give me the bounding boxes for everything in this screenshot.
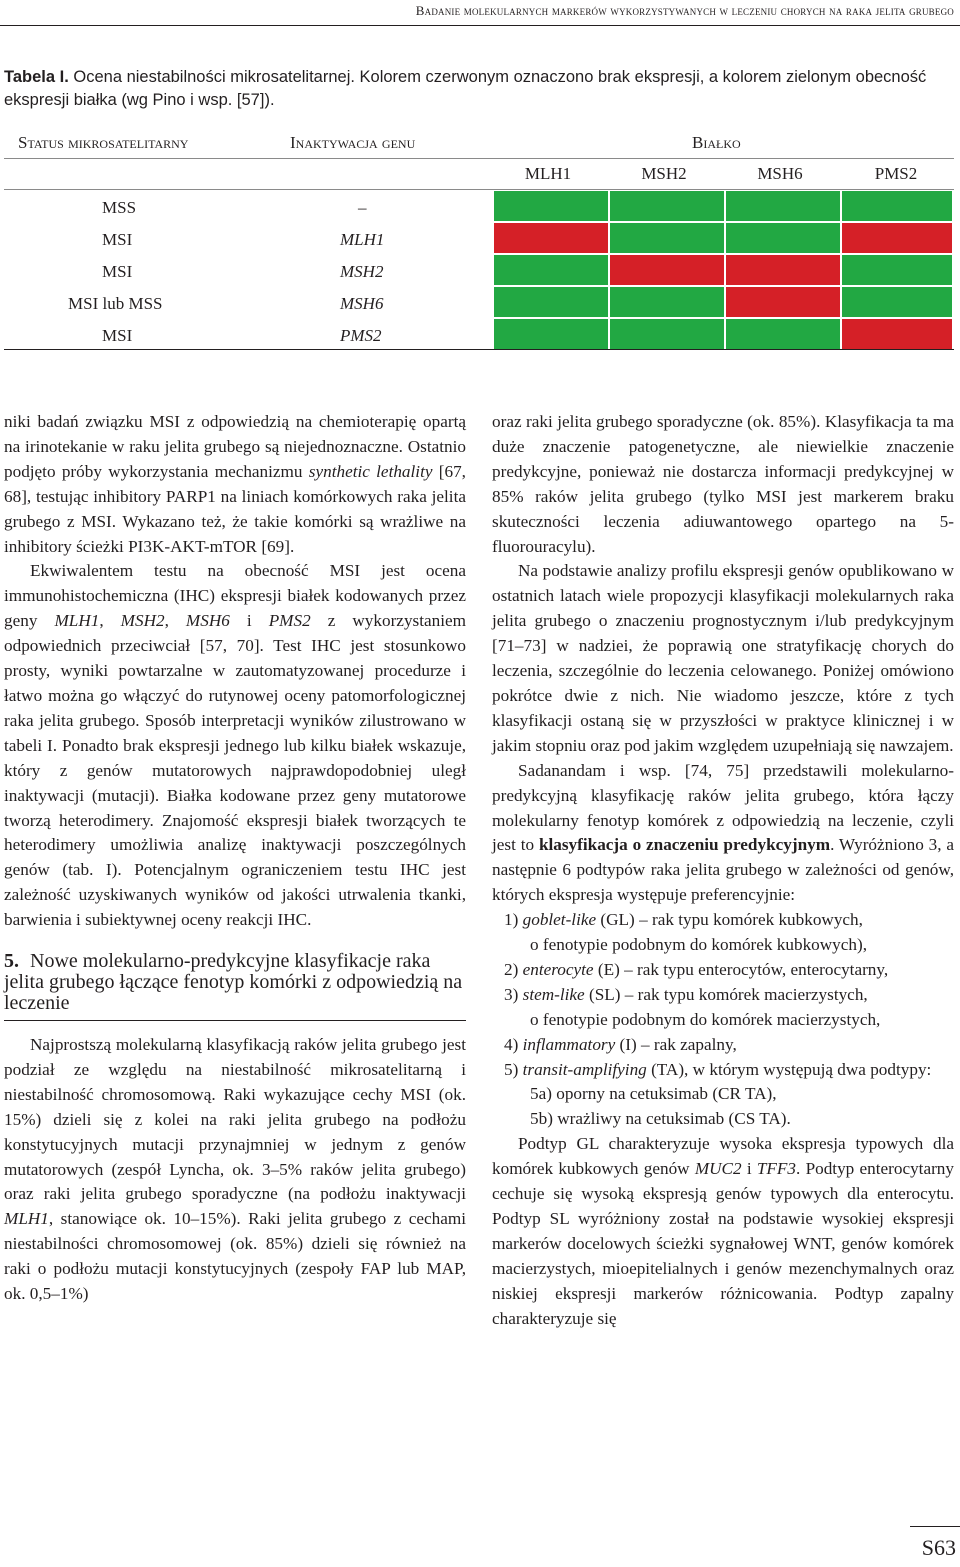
expression-cell [726, 223, 840, 253]
col-head-msh6: MSH6 [757, 164, 803, 183]
expression-cell [842, 255, 952, 285]
msi-table [4, 127, 954, 349]
sep: , [99, 611, 121, 631]
sep: i [741, 1159, 757, 1179]
left-p3-text: Najprostszą molekularną klasyfikacją raków jelita grubego jest podział ze względu na niestabilność mikrosatelitarną i niestabilność chromosomową. Raki wykazujące cechy MSI (ok. 15%) dzieli się z kolei na raki jelita grubego na podłożu konstytucyjnych mutacji przynajmniej w jednym z genów mutatorowych (zespół Lyncha, ok. 3–5% raków jelita grubego) oraz raki jelita grubego sporadyczne (na podłożu inaktywacji [4, 1035, 466, 1204]
list-term: goblet-like [522, 910, 597, 930]
expression-cell [842, 319, 952, 349]
table-rule-top [4, 158, 954, 159]
list-num: 1) [504, 910, 519, 930]
sep: , [164, 611, 186, 631]
header-status: Status mikrosatelitarny [18, 133, 189, 152]
section-title-text: Nowe molekularno-predykcyjne klasyfikacje raka jelita grubego łączące fenotyp komórki z odpowiedzią na leczenie [4, 950, 463, 1015]
left-column [4, 410, 466, 1307]
row-3-gene: MSH2 [340, 262, 384, 281]
table-caption [4, 66, 934, 112]
list-num: 5) [504, 1059, 519, 1079]
right-paragraph-2: Na podstawie analizy profilu ekspresji genów opublikowano w ostatnich latach wiele propozycji klasyfikacji molekularnych raka jelita grubego o znaczeniu prognostycznym i/lub predykcyjnym [71–73] w nadziei, że poprawią one stratyfikację chorych do leczenia, szczególnie do leczenia celowanego. Poniżej omówiono pokrótce dwie z nich. Nie wiadomo jeszcze, które z tych klasyfikacji ostaną się w przyszłości w praktyce klinicznej i w jakim stopniu oraz pod jakim względem uzupełniają się nawzajem. [492, 561, 954, 755]
left-paragraph-1 [4, 410, 466, 559]
expression-cell [494, 255, 608, 285]
right-paragraph-1: oraz raki jelita grubego sporadyczne (ok. 85%). Klasyfikacja ta ma duże znaczenie patogenetyczne, ale niewielkie znaczenie predykcyjne, ponieważ nie dostarcza informacji predykcyjnej w 85% raków jelita grubego (tylko MSI jest markerem braku skuteczności leczenia adiuwantowego opartego na 5-fluorouracylu). [492, 412, 954, 556]
list-item [492, 1033, 954, 1058]
list-item [492, 958, 954, 983]
list-term: transit-amplifying [522, 1059, 647, 1079]
table-rule-bottom [4, 349, 954, 350]
expression-cell [610, 255, 724, 285]
right-p3-text: Sadanandam i wsp. [74, 75] przedstawili molekularno-predykcyjną klasyfikację raków jelita grubego, która łączy molekularny fenotyp komórek z odpowiedzią na leczenie, czyli jest to [492, 760, 954, 855]
list-subitem: 5a) oporny na cetuksimab (CR TA), [530, 1084, 777, 1104]
left-p2-text: Ekwiwalentem testu na obecność MSI jest ocena immunohistochemiczna (IHC) ekspresji białek kodowanych przez geny [4, 561, 466, 631]
page-number-rule [910, 1526, 960, 1527]
expression-cell [610, 223, 724, 253]
row-2-status: MSI [102, 230, 133, 249]
gene-muc2: MUC2 [694, 1159, 742, 1179]
right-paragraph-3 [492, 759, 954, 908]
col-head-pms2: PMS2 [874, 164, 918, 183]
list-num: 4) [504, 1034, 519, 1054]
caption-label: Tabela I. [4, 68, 69, 86]
row-4-gene: MSH6 [340, 294, 384, 313]
expression-cell [726, 287, 840, 317]
col-head-mlh1: MLH1 [524, 164, 572, 183]
right-p4-rest: . Podtyp enterocytarny cechuje się wysoką ekspresją genów typowych dla enterocytu. Podtyp SL wyróżniony został na podstawie wysokiej ekspresji markerów docelowych ścieżki sygnałowej WNT, genów komórek macierzystych, mioepitelialnych i genów mezenchymalnych oraz niskiej ekspresji markerów różnicowania. Podtyp zapalny charakteryzuje się [492, 1159, 954, 1328]
gene-mlh1: MLH1 [54, 611, 100, 631]
expression-cell [726, 255, 840, 285]
list-num: 3) [504, 984, 519, 1004]
left-p2-rest: z wykorzystaniem odpowiednich przeciwciał [57, 70]. Test IHC jest stosunkowo prosty, wyniki powtarzalne w zautomatyzowanej procedurze i łatwo można go włączyć do rutynowej oceny patomorfologicznej raka jelita grubego. Sposób interpretacji wyników zilustrowano w tabeli I. Ponadto brak ekspresji jednego lub kilku białek wskazuje, który z genów mutatorowych najprawdopodobniej uległ inaktywacji (mutacji). Białka kodowane przez geny mutatorowe tworzą heterodimery. Znajomość ekspresji białek tworzących te heterodimery umożliwia analizę inaktywacji poszczególnych genów (tab. I). Potencjalnym ograniczeniem testu IHC jest zależność uzyskiwanych wyników od jakości utrwalenia tkanki, barwienia i subiektywnej oceny reakcji IHC. [4, 611, 466, 930]
list-term: stem-like [522, 984, 585, 1004]
row-3-status: MSI [102, 262, 133, 281]
right-p3-bold: klasyfikacja o znaczeniu predykcyjnym [538, 835, 831, 855]
running-header-text: Badanie molekularnych markerów wykorzystywanych w leczeniu chorych na raka jelita grubego [415, 3, 954, 18]
expression-cell [726, 319, 840, 349]
expression-cell [494, 223, 608, 253]
expression-cell [842, 287, 952, 317]
subtype-list [492, 908, 954, 1132]
left-p3-rest: , stanowiące ok. 10–15%). Raki jelita grubego z cechami niestabilności chromosomowej (ok. 85%) dzieli się również na raki o podłożu mutacji konstytucyjnych (zespoły FAP lub MAP, ok. 0,5–1%) [4, 1209, 466, 1304]
expression-cell [726, 191, 840, 221]
list-item [492, 983, 954, 1008]
list-rest: (SL) – rak typu komórek macierzystych, [584, 984, 868, 1004]
expression-cell [494, 191, 608, 221]
gene-tff3: TFF3 [756, 1159, 797, 1179]
gene-mlh1: MLH1 [4, 1209, 49, 1229]
gene-msh2: MSH2 [120, 611, 165, 631]
header-gene: Inaktywacja genu [290, 133, 416, 152]
list-continuation: o fenotypie podobnym do komórek kubkowych), [530, 935, 868, 955]
left-p1-text: niki badań związku MSI z odpowiedzią na chemioterapię opartą na irinotekanie w raku jelita grubego są niejednoznaczne. Ostatnio podjęto próby wykorzystania mechanizmu [4, 412, 466, 481]
list-rest: (E) – rak typu enterocytów, enterocytarny, [593, 959, 889, 979]
row-5-status: MSI [102, 326, 133, 345]
section-number: 5. [4, 950, 19, 973]
list-rest: (TA), w którym występują dwa podtypy: [646, 1059, 932, 1079]
right-column [492, 410, 954, 1332]
row-1-gene: – [358, 198, 367, 217]
list-continuation: o fenotypie podobnym do komórek macierzystych, [530, 1009, 881, 1029]
expression-cell [610, 319, 724, 349]
expression-cell [610, 191, 724, 221]
left-paragraph-2 [4, 559, 466, 933]
running-header [0, 0, 960, 26]
expression-cell [842, 191, 952, 221]
expression-cell [494, 287, 608, 317]
header-rule [0, 25, 960, 26]
right-paragraph-4 [492, 1132, 954, 1331]
header-protein: Białko [692, 133, 741, 152]
gene-pms2: PMS2 [268, 611, 311, 631]
expression-cell [842, 223, 952, 253]
list-num: 2) [504, 959, 519, 979]
list-subitem: 5b) wrażliwy na cetuksimab (CS TA). [530, 1109, 791, 1129]
list-rest: (GL) – rak typu komórek kubkowych, [596, 910, 863, 930]
left-p1-term: synthetic lethality [308, 461, 433, 481]
list-item [492, 1058, 954, 1083]
list-term: inflammatory [522, 1034, 616, 1054]
section-heading [4, 951, 466, 1021]
row-1-status: MSS [102, 198, 137, 217]
table-rule-mid [4, 189, 954, 190]
gene-msh6: MSH6 [185, 611, 230, 631]
list-term: enterocyte [522, 959, 594, 979]
page-number: S63 [921, 1535, 956, 1560]
sep: i [229, 611, 269, 631]
row-5-gene: PMS2 [340, 326, 382, 345]
list-item [492, 908, 954, 933]
right-p3-rest: . Wyróżniono 3, a następnie 6 podtypów raka jelita grubego w zależności od genów, których ekspresja występuje preferencyjnie: [492, 835, 954, 905]
left-paragraph-3 [4, 1033, 466, 1307]
caption-text: Ocena niestabilności mikrosatelitarnej. Kolorem czerwonym oznaczono brak ekspresji, a kolorem zielonym obecność ekspresji białka (wg Pino i wsp. [57]). [4, 68, 927, 109]
expression-cell [610, 287, 724, 317]
row-2-gene: MLH1 [340, 230, 385, 249]
expression-cell [494, 319, 608, 349]
list-rest: (I) – rak zapalny, [615, 1034, 737, 1054]
left-p1-end: [67, 68], testując inhibitory PARP1 na liniach komórkowych raka jelita grubego z MSI. Wykazano też, że takie komórki są wrażliwe na inhibitory ścieżki PI3K-AKT-mTOR [69]. [4, 461, 466, 556]
row-4-status: MSI lub MSS [68, 294, 163, 313]
col-head-msh2: MSH2 [641, 164, 687, 183]
right-p4-text: Podtyp GL charakteryzuje wysoka ekspresja typowych dla komórek kubkowych genów [492, 1134, 954, 1179]
